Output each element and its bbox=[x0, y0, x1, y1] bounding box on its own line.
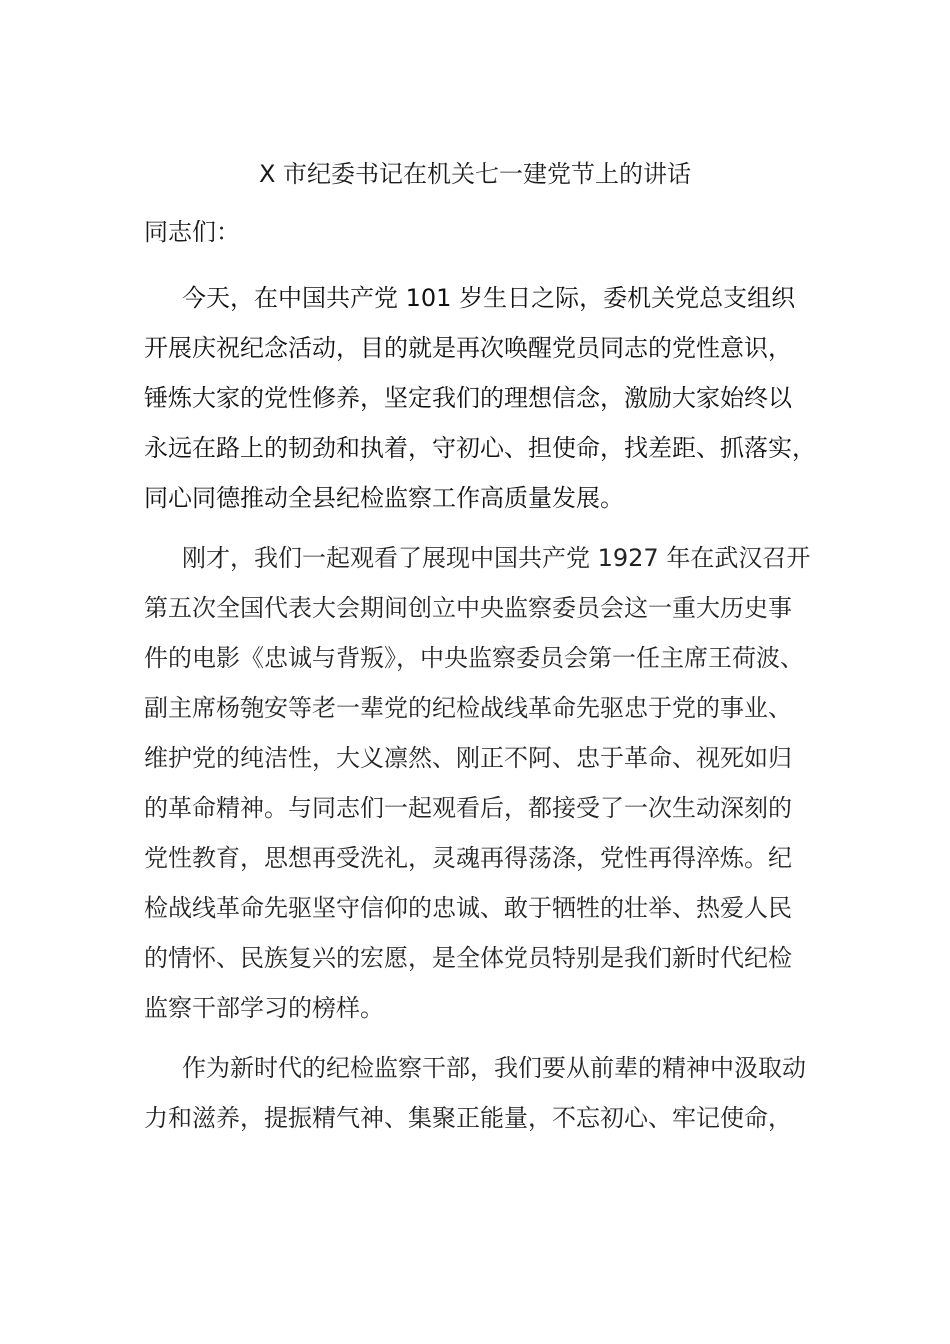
paragraph-line: 第五次全国代表大会期间创立中央监察委员会这一重大历史事 bbox=[144, 594, 792, 622]
paragraph-2 bbox=[144, 533, 834, 1033]
paragraph-line: 开展庆祝纪念活动，目的就是再次唤醒党员同志的党性意识， bbox=[144, 334, 792, 362]
paragraph-line: 件的电影《忠诚与背叛》，中央监察委员会第一任主席王荷波、 bbox=[144, 644, 804, 672]
paragraph-line: 维护党的纯洁性，大义凛然、刚正不阿、忠于革命、视死如归 bbox=[144, 744, 792, 772]
paragraph-line: 今天，在中国共产党 101 岁生日之际，委机关党总支组织 bbox=[182, 284, 796, 312]
paragraph-line: 党性教育，思想再受洗礼，灵魂再得荡涤，党性再得淬炼。纪 bbox=[144, 844, 792, 872]
paragraph-line: 锤炼大家的党性修养，坚定我们的理想信念，激励大家始终以 bbox=[144, 384, 792, 412]
paragraph-line: 作为新时代的纪检监察干部，我们要从前辈的精神中汲取动 bbox=[182, 1054, 806, 1082]
paragraph-3 bbox=[144, 1043, 834, 1143]
paragraph-line: 刚才，我们一起观看了展现中国共产党 1927 年在武汉召开 bbox=[182, 544, 811, 572]
document-title: X 市纪委书记在机关七一建党节上的讲话 bbox=[258, 160, 692, 188]
paragraph-line: 的革命精神。与同志们一起观看后，都接受了一次生动深刻的 bbox=[144, 794, 792, 822]
paragraph-line: 的情怀、民族复兴的宏愿，是全体党员特别是我们新时代纪检 bbox=[144, 944, 792, 972]
salutation: 同志们： bbox=[144, 218, 240, 246]
paragraph-line: 副主席杨匏安等老一辈党的纪检战线革命先驱忠于党的事业、 bbox=[144, 694, 792, 722]
paragraph-1 bbox=[144, 273, 834, 523]
paragraph-line: 监察干部学习的榜样。 bbox=[144, 994, 384, 1022]
paragraph-line: 力和滋养，提振精气神、集聚正能量，不忘初心、牢记使命， bbox=[144, 1104, 792, 1132]
paragraph-line: 检战线革命先驱坚守信仰的忠诚、敢于牺牲的壮举、热爱人民 bbox=[144, 894, 792, 922]
paragraph-line: 永远在路上的韧劲和执着，守初心、担使命，找差距、抓落实， bbox=[144, 434, 816, 462]
paragraph-line: 同心同德推动全县纪检监察工作高质量发展。 bbox=[144, 484, 624, 512]
